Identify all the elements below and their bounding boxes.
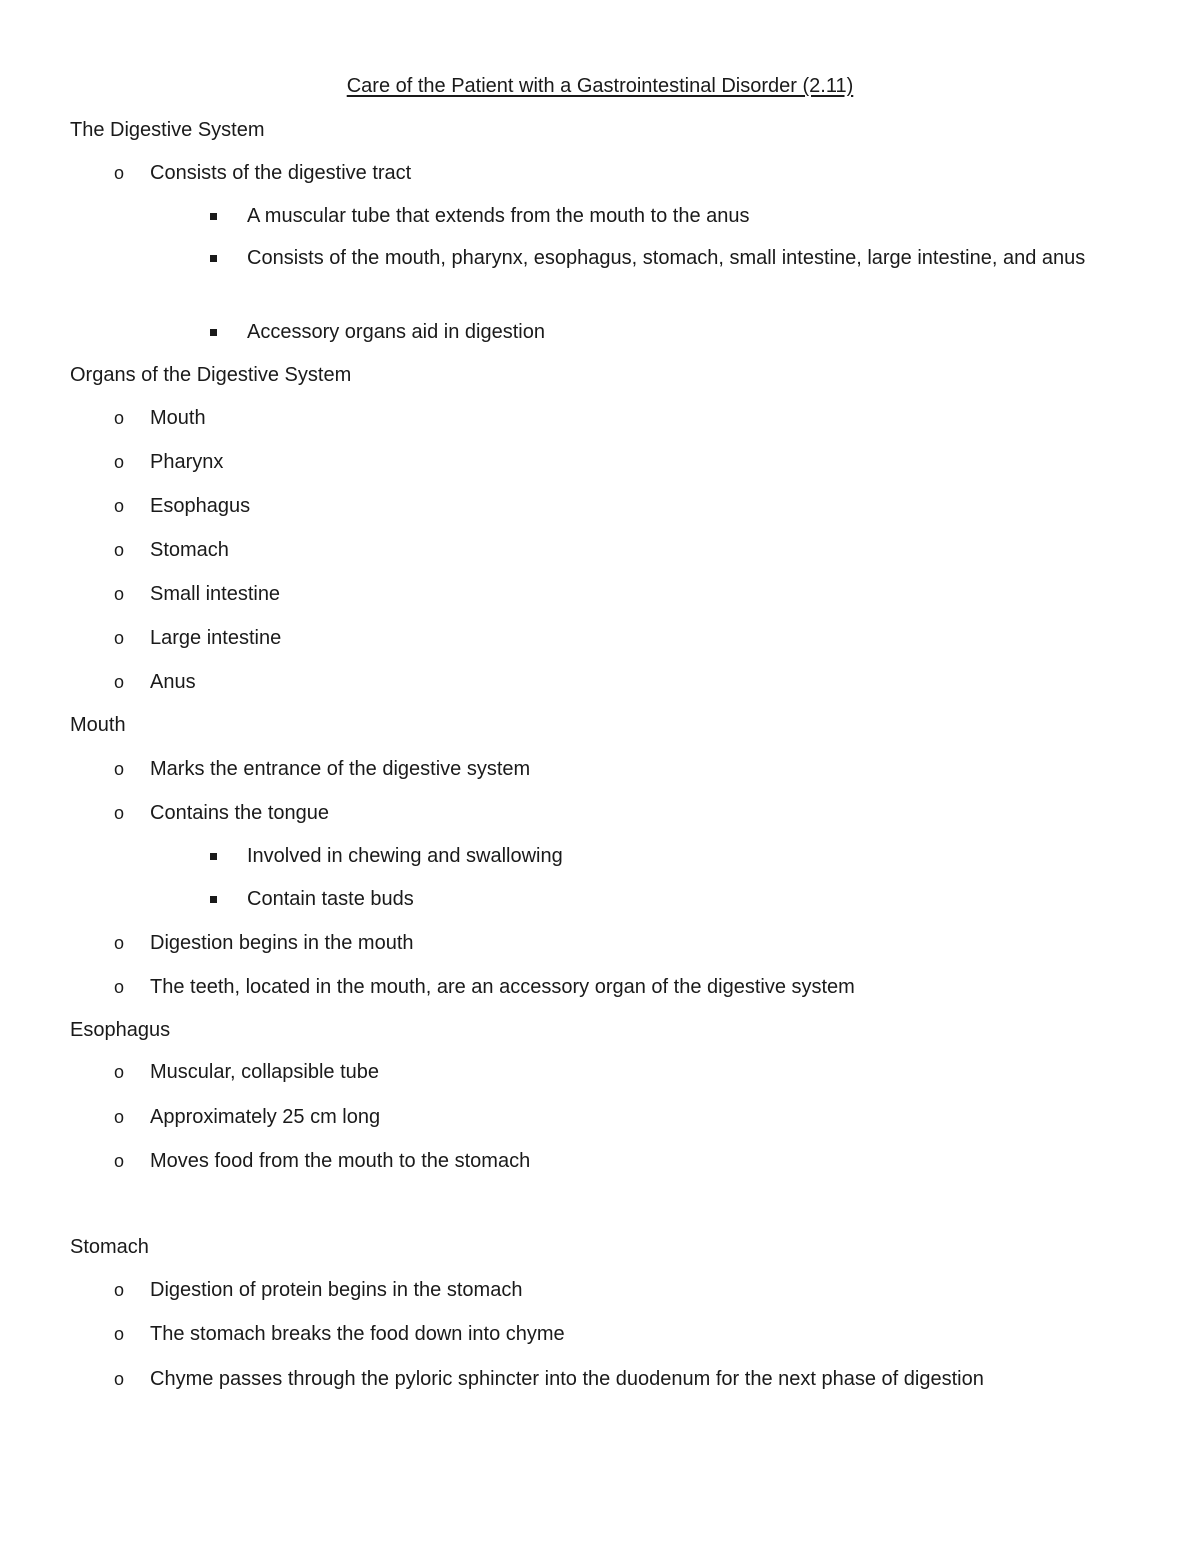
- sub-list-item: [210, 884, 1110, 915]
- circle-bullet-icon: o: [114, 759, 125, 779]
- list-item-text: Large intestine: [150, 627, 282, 649]
- list-item-text: Mouth: [150, 407, 206, 429]
- square-bullet-icon: [210, 853, 217, 860]
- circle-bullet-icon: o: [114, 452, 125, 472]
- circle-bullet-icon: o: [114, 408, 125, 428]
- sub-list-item: [210, 317, 1110, 348]
- sub-list-item: [210, 841, 1110, 872]
- list-item-text: Chyme passes through the pyloric sphincter into the duodenum for the next phase of digestion: [150, 1368, 984, 1390]
- circle-bullet-icon: o: [114, 977, 125, 997]
- circle-bullet-icon: o: [114, 1280, 125, 1300]
- sub-list-item-text: Involved in chewing and swallowing: [247, 845, 563, 867]
- sub-list-item-text: Consists of the mouth, pharynx, esophagus, stomach, small intestine, large intestine, and anus: [247, 247, 1086, 269]
- sub-list-item: [210, 201, 1110, 232]
- square-bullet-icon: [210, 213, 217, 220]
- sub-list-item-text: A muscular tube that extends from the mouth to the anus: [247, 205, 750, 227]
- list-item-text: Approximately 25 cm long: [150, 1106, 381, 1128]
- sub-list-item-text: Contain taste buds: [247, 888, 414, 910]
- document-title: Care of the Patient with a Gastrointestinal Disorder (2.11): [346, 75, 854, 97]
- circle-bullet-icon: o: [114, 1324, 125, 1344]
- section-heading-stomach: Stomach: [70, 1236, 149, 1258]
- section-heading-digestive-system: The Digestive System: [70, 119, 265, 141]
- list-item-text: Moves food from the mouth to the stomach: [150, 1150, 531, 1172]
- list-item-text: Digestion of protein begins in the stomach: [150, 1279, 523, 1301]
- square-bullet-icon: [210, 329, 217, 336]
- circle-bullet-icon: o: [114, 1062, 125, 1082]
- sub-list-item-text: Accessory organs aid in digestion: [247, 321, 545, 343]
- circle-bullet-icon: o: [114, 1107, 125, 1127]
- list-item-text: The teeth, located in the mouth, are an accessory organ of the digestive system: [150, 976, 855, 998]
- circle-bullet-icon: o: [114, 1151, 125, 1171]
- list-item-text: Esophagus: [150, 495, 251, 517]
- circle-bullet-icon: o: [114, 540, 125, 560]
- circle-bullet-icon: o: [114, 496, 125, 516]
- circle-bullet-icon: o: [114, 163, 125, 183]
- list-item-text: Stomach: [150, 539, 229, 561]
- list-item-text: Anus: [150, 671, 196, 693]
- section-heading-organs: Organs of the Digestive System: [70, 364, 352, 386]
- square-bullet-icon: [210, 255, 217, 262]
- circle-bullet-icon: o: [114, 933, 125, 953]
- list-item-text: Small intestine: [150, 583, 281, 605]
- circle-bullet-icon: o: [114, 1369, 125, 1389]
- list-item-text: Marks the entrance of the digestive system: [150, 758, 531, 780]
- square-bullet-icon: [210, 896, 217, 903]
- list-item-text: Digestion begins in the mouth: [150, 932, 414, 954]
- circle-bullet-icon: o: [114, 628, 125, 648]
- list-item-text: The stomach breaks the food down into chyme: [150, 1323, 565, 1345]
- list-item-text: Consists of the digestive tract: [150, 162, 412, 184]
- circle-bullet-icon: o: [114, 672, 125, 692]
- circle-bullet-icon: o: [114, 803, 125, 823]
- circle-bullet-icon: o: [114, 584, 125, 604]
- section-heading-esophagus: Esophagus: [70, 1019, 171, 1041]
- list-item-text: Pharynx: [150, 451, 224, 473]
- section-heading-mouth: Mouth: [70, 714, 126, 736]
- list-item-text: Muscular, collapsible tube: [150, 1061, 380, 1083]
- sub-list-item: [210, 243, 1110, 274]
- list-item-text: Contains the tongue: [150, 802, 330, 824]
